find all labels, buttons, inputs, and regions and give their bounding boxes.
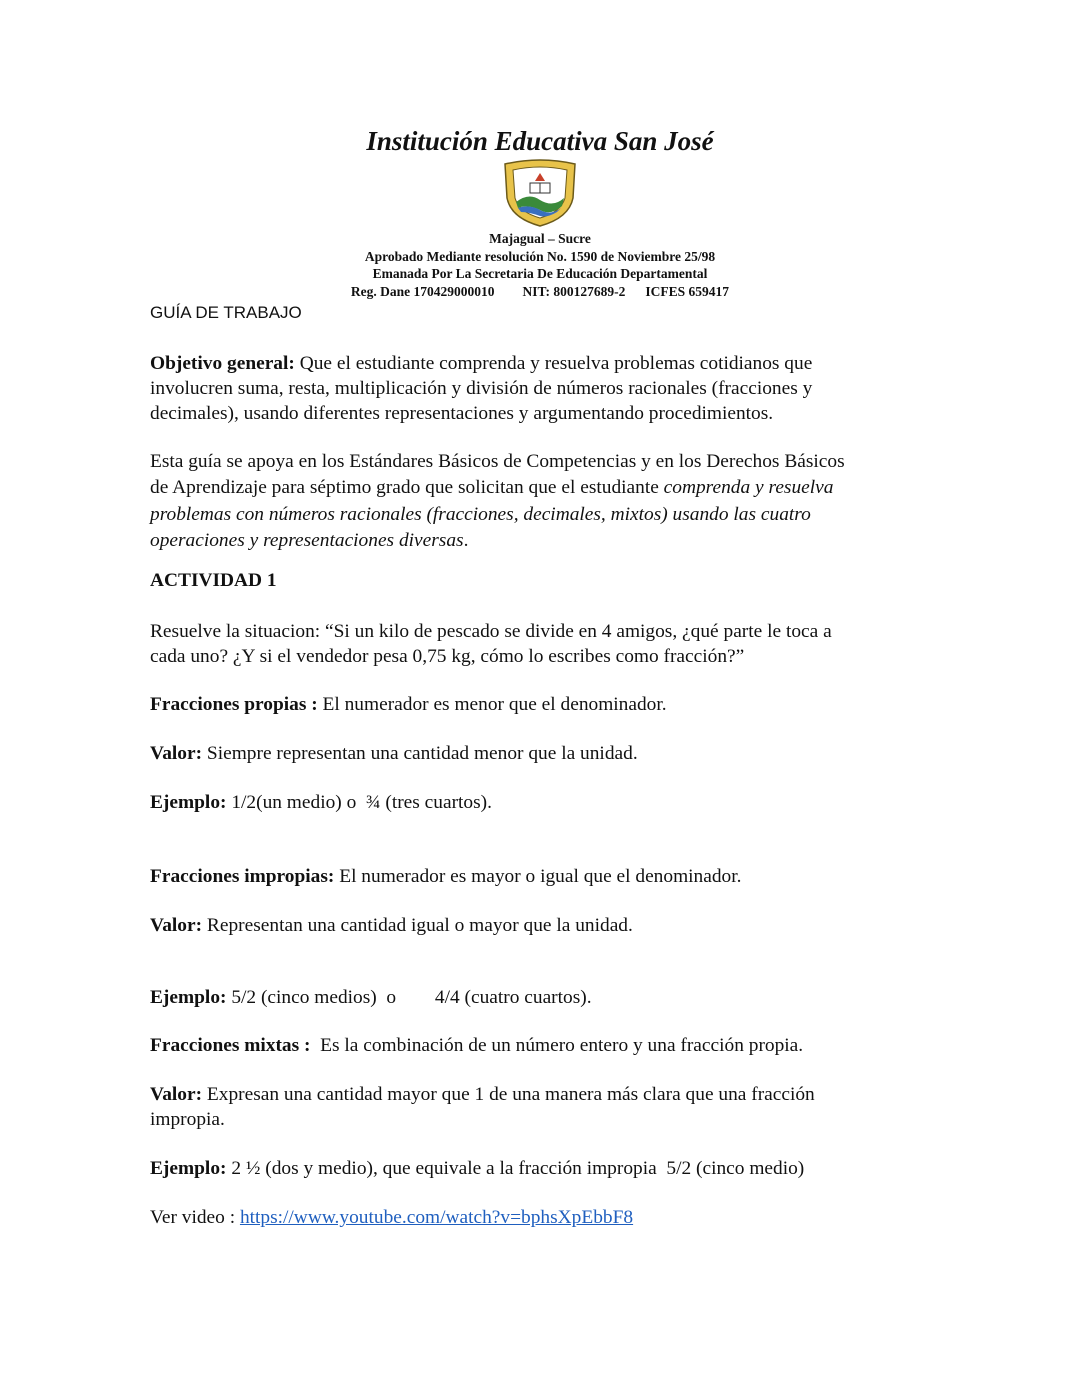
- location: Majagual – Sucre: [489, 231, 591, 246]
- proper-value-label: Valor:: [150, 743, 203, 764]
- mixed-example-text: 2 ½ (dos y medio), que equivale a la fracción impropia 5/2 (cinco medio): [226, 1158, 805, 1179]
- issued-by-line: Emanada Por La Secretaria De Educación Departamental: [372, 266, 708, 281]
- improper-example-label: Ejemplo:: [150, 987, 227, 1008]
- improper-label: Fracciones impropias:: [150, 866, 335, 887]
- situation-line-2: cada uno? ¿Y si el vendedor pesa 0,75 kg, cómo lo escribes como fracción?”: [150, 646, 745, 667]
- improper-text: El numerador es mayor o igual que el denominador.: [334, 866, 742, 887]
- proper-example: [150, 790, 940, 815]
- improper-value: [150, 913, 940, 938]
- situation-paragraph: [150, 619, 940, 669]
- proper-definition: [150, 692, 940, 717]
- improper-definition: [150, 864, 940, 889]
- proper-value-text: Siempre representan una cantidad menor que la unidad.: [202, 743, 638, 764]
- nit: NIT: 800127689-2: [522, 284, 626, 299]
- objective-line-2: involucren suma, resta, multiplicación y división de números racionales (fracciones y: [150, 378, 813, 399]
- proper-text: El numerador es menor que el denominador.: [317, 694, 667, 715]
- mixed-example: [150, 1156, 940, 1181]
- standards-line-2: de Aprendizaje para séptimo grado que solicitan que el estudiante: [150, 477, 664, 499]
- objective-line-3: decimales), usando diferentes representaciones y argumentando procedimientos.: [150, 403, 774, 424]
- guide-label: GUÍA DE TRABAJO: [150, 303, 302, 322]
- proper-example-text: 1/2(un medio) o ¾ (tres cuartos).: [226, 792, 492, 813]
- video-link[interactable]: https://www.youtube.com/watch?v=bphsXpEbbF8: [239, 1207, 634, 1228]
- improper-example: [150, 985, 940, 1010]
- standards-line-2-italic: comprenda y resuelva: [663, 477, 834, 499]
- video-line: [150, 1205, 940, 1230]
- mixed-value-line-1: Expresan una cantidad mayor que 1 de una manera más clara que una fracción: [202, 1084, 815, 1105]
- video-label: Ver video :: [150, 1207, 240, 1228]
- standards-line-4-end: .: [463, 529, 469, 551]
- school-crest-logo: [499, 158, 581, 228]
- improper-value-label: Valor:: [150, 915, 203, 936]
- objective-label: Objetivo general:: [150, 353, 295, 374]
- mixed-example-label: Ejemplo:: [150, 1158, 227, 1179]
- activity-title: ACTIVIDAD 1: [150, 570, 277, 591]
- mixed-value-line-2: impropia.: [150, 1109, 225, 1130]
- icfes: ICFES 659417: [645, 284, 730, 299]
- mixed-definition: [150, 1033, 940, 1058]
- proper-label: Fracciones propias :: [150, 694, 318, 715]
- mixed-value-label: Valor:: [150, 1084, 203, 1105]
- mixed-label: Fracciones mixtas :: [150, 1035, 311, 1056]
- objective-line-1: Que el estudiante comprenda y resuelva problemas cotidianos que: [294, 353, 813, 374]
- proper-value: [150, 741, 940, 766]
- improper-example-text: 5/2 (cinco medios) o 4/4 (cuatro cuartos).: [226, 987, 592, 1008]
- standards-line-3: problemas con números racionales (fracciones, decimales, mixtos) usando las cuatro: [150, 503, 811, 525]
- objective-paragraph: [150, 351, 940, 426]
- mixed-text: Es la combinación de un número entero y una fracción propia.: [310, 1035, 804, 1056]
- standards-line-4: operaciones y representaciones diversas: [150, 529, 464, 551]
- standards-paragraph: [150, 449, 940, 554]
- standards-line-1: Esta guía se apoya en los Estándares Básicos de Competencias y en los Derechos Básicos: [150, 451, 845, 472]
- registration-line: [0, 284, 1080, 300]
- institution-title: Institución Educativa San José: [366, 126, 714, 156]
- resolution-line: Aprobado Mediante resolución No. 1590 de Noviembre 25/98: [364, 249, 716, 264]
- improper-value-text: Representan una cantidad igual o mayor que la unidad.: [202, 915, 633, 936]
- situation-line-1: Resuelve la situacion: “Si un kilo de pescado se divide en 4 amigos, ¿qué parte le toca a: [150, 621, 832, 642]
- proper-example-label: Ejemplo:: [150, 792, 227, 813]
- reg-dane: Reg. Dane 170429000010: [350, 284, 495, 299]
- mixed-value: [150, 1082, 940, 1132]
